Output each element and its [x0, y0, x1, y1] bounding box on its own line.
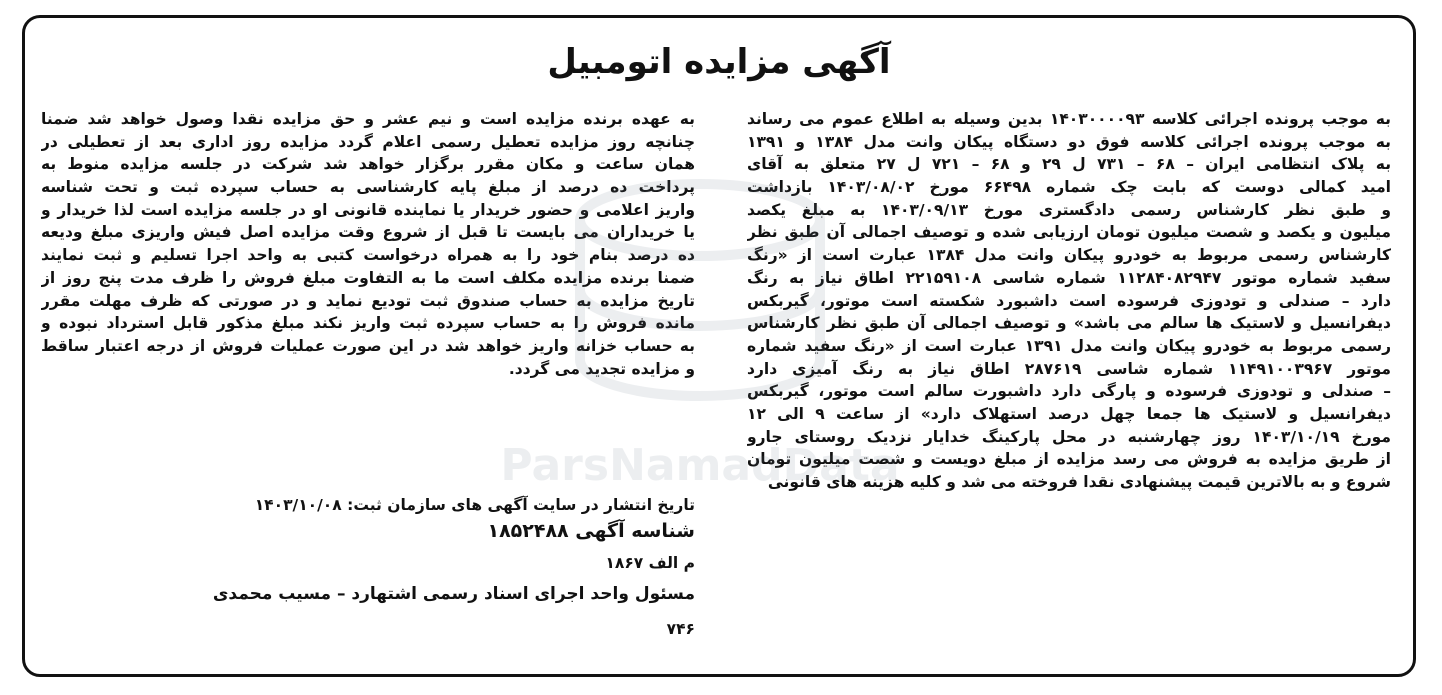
right-column-line: کارشناس رسمی مربوط به خودرو پیکان وانت مدل ۱۳۸۴ عبارت است از «رنگ: [747, 246, 1391, 265]
left-column-line: به حساب خزانه واریز خواهد شد در این صورت عملیات فروش از درجه اعتبار ساقط: [41, 336, 695, 355]
right-column-line: مورخ ۱۴۰۳/۱۰/۱۹ روز چهارشنبه در محل پارکینگ خدایار نزدیک روستای جارو: [747, 427, 1391, 446]
right-column-line: به پلاک انتظامی ایران – ۶۸ – ۷۳۱ ل ۲۹ و ۶۸ – ۷۲۱ ل ۲۷ متعلق به آقای: [747, 155, 1391, 174]
auction-notice: [22, 15, 1416, 677]
right-column-line: امید کمالی دوست که بابت چک شماره ۶۶۴۹۸ مورخ ۱۴۰۳/۰۸/۰۲ بازداشت: [747, 178, 1391, 197]
right-column-text: [747, 108, 1391, 494]
right-column-line: رسمی مربوط به خودرو پیکان وانت مدل ۱۳۹۱ عبارت است از «رنگ سفید شماره: [747, 336, 1391, 355]
right-column-line: سفید شماره موتور ۱۱۲۸۴۰۸۲۹۴۷ شماره شاسی ۲۲۱۵۹۱۰۸ اطاق نیاز به رنگ: [747, 268, 1391, 287]
left-column-line: و مزایده تجدید می گردد.: [508, 359, 695, 378]
left-column-line: ضمنا برنده مزایده مکلف است ما به التفاوت مبلغ فروش را ظرف مدت پنج روز از: [41, 268, 695, 287]
right-column-line: میلیون و یکصد و شصت میلیون تومان ارزیابی شده و توصیف اجمالی آن طبق نظر: [747, 223, 1391, 242]
left-column-line: چنانچه روز مزایده تعطیل رسمی اعلام گردد مزایده روز اداری بعد از تعطیلی در: [41, 132, 695, 151]
left-column-line: مانده فروش را به حساب سپرده ثبت واریز نکند مبلغ مذکور قابل استرداد نبوده و: [41, 314, 695, 333]
notice-title: آگهی مزایده اتومبیل: [547, 42, 891, 82]
right-column-line: از طریق مزایده به فروش می رسد مزایده از مبلغ دویست و شصت میلیون تومان: [747, 450, 1391, 469]
official-signature: مسئول واحد اجرای اسناد رسمی اشتهارد – مسیب محمدی: [212, 584, 695, 604]
left-column-line: واریز اعلامی و حضور خریدار یا نماینده قانونی او در جلسه مزایده است لذا خریدار و: [41, 200, 695, 219]
ad-id: شناسه آگهی ۱۸۵۲۴۸۸: [487, 520, 695, 542]
right-column-line: دارد – صندلی و تودوزی فرسوده است داشبورد شکسته است موتور، گیربکس: [747, 291, 1391, 310]
left-column-line: ده درصد بنام خود را به همراه درخواست کتبی به واحد اجرا تسلیم و ثبت نمایند: [41, 246, 695, 265]
left-column-line: پرداخت ده درصد از مبلغ پایه کارشناسی به حساب سپرده ثبت و تحت شناسه: [41, 178, 695, 197]
reference-number: م الف ۱۸۶۷: [605, 554, 695, 572]
left-column-line: همان ساعت و مکان مقرر برگزار خواهد شد شرکت در جلسه مزایده منوط به: [41, 155, 695, 174]
publication-date: تاریخ انتشار در سایت آگهی های سازمان ثبت: ۱۴۰۳/۱۰/۰۸: [254, 496, 695, 514]
right-column-line: دیفرانسیل و لاستیک ها جمعا چهل درصد استهلاک دارد» از ساعت ۹ الی ۱۲: [747, 404, 1391, 423]
left-column-line: یا خریداران می بایست تا قبل از شروع وقت مزایده اصل فیش واریزی مبلغ ودیعه: [41, 223, 695, 242]
right-column-line: دیفرانسیل و لاستیک ها سالم می باشد» و توصیف اجمالی آن طبق نظر کارشناس: [747, 314, 1391, 333]
left-column-line: تاریخ مزایده به حساب صندوق ثبت تودیع نماید و در صورتی که ظرف مهلت مقرر: [41, 291, 695, 310]
right-column-line: به موجب پرونده اجرائی کلاسه فوق دو دستگاه پیکان وانت مدل ۱۳۸۴ و ۱۳۹۱: [747, 132, 1391, 151]
page-number: ۷۴۶: [666, 620, 695, 638]
right-column-line: شروع و به بالاترین قیمت پیشنهادی نقدا فروخته می شد و کلیه هزینه های قانونی: [767, 473, 1391, 491]
left-column-line: به عهده برنده مزایده است و نیم عشر و حق مزایده نقدا وصول خواهد شد ضمنا: [41, 110, 695, 128]
watermark-brand: ParsNamadData: [500, 440, 900, 491]
right-column-line: موتور ۱۱۴۹۱۰۰۳۹۶۷ شماره شاسی ۲۸۷۶۱۹ اطاق نیاز به رنگ آمیزی دارد: [747, 359, 1391, 378]
right-column-line: به موجب پرونده اجرائی کلاسه ۱۴۰۳۰۰۰۰۹۳ بدین وسیله به اطلاع عموم می رساند: [747, 110, 1391, 128]
right-column-line: – صندلی و تودوزی فرسوده و پارگی دارد داشبورت سالم است موتور، گیربکس: [747, 382, 1391, 401]
right-column-line: و طبق نظر کارشناس رسمی دادگستری مورخ ۱۴۰۳/۰۹/۱۳ به مبلغ یکصد: [747, 200, 1391, 219]
left-column-text: [41, 108, 695, 380]
